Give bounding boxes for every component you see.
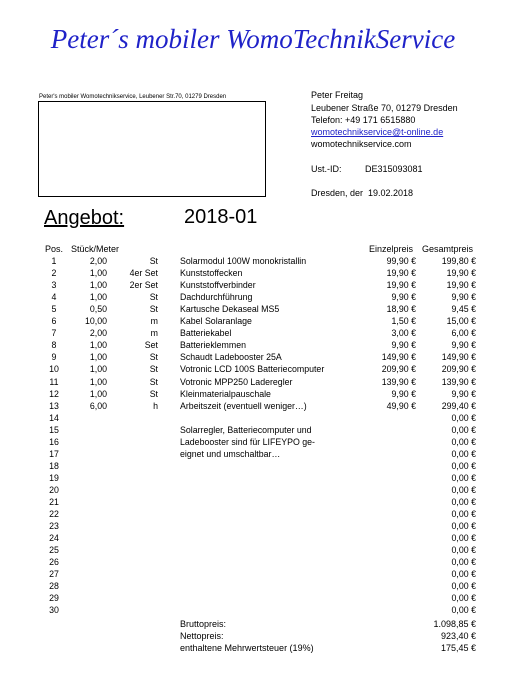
cell-pos: 27 [49,569,59,580]
cell-desc: Kartusche Dekaseal MS5 [180,304,280,315]
table-row [0,533,506,545]
cell-desc: Votronic MPP250 Laderegler [180,376,293,387]
cell-unit-price: 139,90 € [381,376,416,387]
cell-pos: 28 [49,581,59,592]
cell-total: 0,00 € [451,533,476,544]
table-row [0,461,506,473]
table-row [0,593,506,605]
cell-pos: 5 [51,304,57,315]
cell-pos: 2 [51,268,57,279]
cell-total: 149,90 € [441,352,476,363]
cell-unit: m [150,316,158,327]
cell-pos: 8 [51,340,57,351]
cell-total: 0,00 € [451,521,476,532]
table-row [0,437,506,449]
cell-qty: 6,00 [89,400,107,411]
table-row [0,256,506,268]
table-row [0,328,506,340]
table-row [0,569,506,581]
cell-pos: 17 [49,448,59,459]
cell-total: 9,45 € [451,304,476,315]
cell-pos: 22 [49,509,59,520]
cell-total: 209,90 € [441,364,476,375]
cell-qty: 1,00 [89,292,107,303]
cell-unit-price: 3,00 € [391,328,416,339]
table-row [0,377,506,389]
cell-unit-price: 18,90 € [386,304,416,315]
table-row [0,352,506,364]
cell-pos: 3 [51,280,57,291]
cell-pos: 6 [51,316,57,327]
cell-total: 199,80 € [441,256,476,266]
cell-total: 0,00 € [451,424,476,435]
cell-unit: St [149,352,158,363]
cell-qty: 1,00 [89,340,107,351]
cell-qty: 10,00 [84,316,107,327]
table-row [0,292,506,304]
cell-total: 0,00 € [451,605,476,616]
table-row [0,581,506,593]
cell-unit: h [153,400,158,411]
cell-total: 0,00 € [451,593,476,604]
cell-total: 19,90 € [446,280,476,291]
table-row [0,509,506,521]
cell-unit: Set [144,340,158,351]
cell-qty: 1,00 [89,352,107,363]
contact-street: Leubener Straße 70, 01279 Dresden [311,103,458,113]
cell-total: 0,00 € [451,509,476,520]
cell-unit: St [149,304,158,315]
cell-unit-price: 149,90 € [381,352,416,363]
cell-unit-price: 9,90 € [391,388,416,399]
gross-value: 1.098,85 € [433,619,476,629]
cell-total: 0,00 € [451,436,476,447]
cell-pos: 13 [49,400,59,411]
cell-total: 15,00 € [446,316,476,327]
table-row [0,401,506,413]
cell-pos: 25 [49,545,59,556]
cell-qty: 0,50 [89,304,107,315]
cell-pos: 7 [51,328,57,339]
cell-pos: 24 [49,533,59,544]
ust-id-label: Ust.-ID: [311,164,342,174]
offer-label: Angebot: [44,207,125,229]
cell-desc: Solarmodul 100W monokristallin [180,256,307,266]
cell-total: 0,00 € [451,545,476,556]
cell-total: 0,00 € [451,460,476,471]
table-row [0,268,506,280]
ust-id-value: DE315093081 [365,164,423,174]
cell-pos: 11 [49,376,59,387]
cell-qty: 2,00 [89,256,107,266]
cell-qty: 1,00 [89,364,107,375]
page-title: Peter´s mobiler WomoTechnikService [50,24,456,54]
cell-total: 9,90 € [451,340,476,351]
cell-pos: 30 [49,605,59,616]
table-row [0,605,506,617]
cell-desc: Ladebooster sind für LIFEYPO ge- [180,436,315,447]
cell-pos: 4 [51,292,57,303]
cell-desc: Votronic LCD 100S Batteriecomputer [180,364,325,375]
cell-desc: Schaudt Ladebooster 25A [180,352,282,363]
cell-desc: Batteriekabel [180,328,232,339]
column-header-total: Gesamtpreis [422,244,474,254]
gross-label: Bruttopreis: [180,619,227,629]
column-header-unit-price: Einzelpreis [369,244,414,254]
contact-name: Peter Freitag [311,90,364,100]
cell-qty: 1,00 [89,376,107,387]
cell-desc: Kunststoffverbinder [180,280,256,291]
column-header-pos: Pos. [45,244,64,254]
table-row [0,449,506,461]
cell-desc: Solarregler, Batteriecomputer und [180,424,312,435]
cell-unit-price: 99,90 € [386,256,416,266]
cell-desc: Kleinmaterialpauschale [180,388,271,399]
table-row [0,316,506,328]
date-value: 19.02.2018 [368,188,414,198]
cell-desc: Batterieklemmen [180,340,247,351]
cell-pos: 14 [49,412,59,423]
table-row [0,545,506,557]
table-row [0,497,506,509]
offer-number: 2018-01 [184,206,258,228]
cell-unit: St [149,364,158,375]
cell-total: 0,00 € [451,581,476,592]
cell-unit-price: 9,90 € [391,292,416,303]
cell-desc: Kunststoffecken [180,268,243,279]
cell-total: 0,00 € [451,472,476,483]
cell-unit: m [150,328,158,339]
cell-unit: 2er Set [129,280,158,291]
cell-total: 0,00 € [451,557,476,568]
cell-unit: 4er Set [129,268,158,279]
cell-qty: 2,00 [89,328,107,339]
cell-total: 9,90 € [451,388,476,399]
cell-pos: 19 [49,472,59,483]
cell-pos: 9 [51,352,57,363]
cell-pos: 29 [49,593,59,604]
table-row [0,389,506,401]
cell-pos: 18 [49,460,59,471]
cell-total: 19,90 € [446,268,476,279]
cell-unit-price: 49,90 € [386,400,416,411]
table-row [0,340,506,352]
date-label: Dresden, der [311,188,364,198]
cell-desc: Kabel Solaranlage [180,316,252,327]
cell-qty: 1,00 [89,268,107,279]
cell-qty: 1,00 [89,280,107,291]
cell-unit-price: 19,90 € [386,268,416,279]
cell-pos: 26 [49,557,59,568]
cell-unit: St [149,256,158,266]
table-row [0,304,506,316]
cell-unit-price: 209,90 € [381,364,416,375]
cell-unit-price: 1,50 € [391,316,416,327]
cell-desc: Dachdurchführung [180,292,253,303]
cell-unit: St [149,376,158,387]
vat-value: 175,45 € [440,643,476,653]
contact-phone: Telefon: +49 171 6515880 [311,115,416,125]
vat-label: enthaltene Mehrwertsteuer (19%) [180,643,314,653]
cell-pos: 1 [51,256,57,266]
cell-total: 0,00 € [451,448,476,459]
cell-pos: 12 [49,388,59,399]
cell-pos: 21 [49,497,59,507]
table-row [0,425,506,437]
table-row [0,280,506,292]
cell-desc: Arbeitszeit (eventuell weniger…) [180,400,307,411]
cell-pos: 23 [49,521,59,532]
table-row [0,485,506,497]
table-row [0,364,506,376]
table-row [0,557,506,569]
contact-website: womotechnikservice.com [311,139,412,149]
cell-unit-price: 9,90 € [391,340,416,351]
table-row [0,413,506,425]
recipient-address-box [38,101,266,197]
cell-pos: 16 [49,436,59,447]
cell-total: 0,00 € [451,484,476,495]
net-label: Nettopreis: [180,631,224,641]
cell-unit-price: 19,90 € [386,280,416,291]
cell-pos: 15 [49,424,59,435]
cell-unit: St [149,388,158,399]
cell-pos: 20 [49,484,59,495]
cell-desc: eignet und umschaltbar… [180,448,281,459]
sender-return-line: Peter's mobiler Womotechnikservice, Leubener Str.70, 01279 Dresden [39,94,227,100]
cell-total: 6,00 € [451,328,476,339]
cell-total: 299,40 € [441,400,476,411]
cell-pos: 10 [49,364,59,375]
cell-total: 9,90 € [451,292,476,303]
cell-total: 139,90 € [441,376,476,387]
net-value: 923,40 € [440,631,476,641]
column-header-qty: Stück/Meter [71,244,120,254]
contact-email-link[interactable]: womotechnikservice@t-online.de [311,127,444,137]
cell-qty: 1,00 [89,388,107,399]
cell-total: 0,00 € [451,412,476,423]
cell-unit: St [149,292,158,303]
table-row [0,521,506,533]
cell-total: 0,00 € [451,569,476,580]
cell-total: 0,00 € [451,497,476,507]
table-row [0,473,506,485]
